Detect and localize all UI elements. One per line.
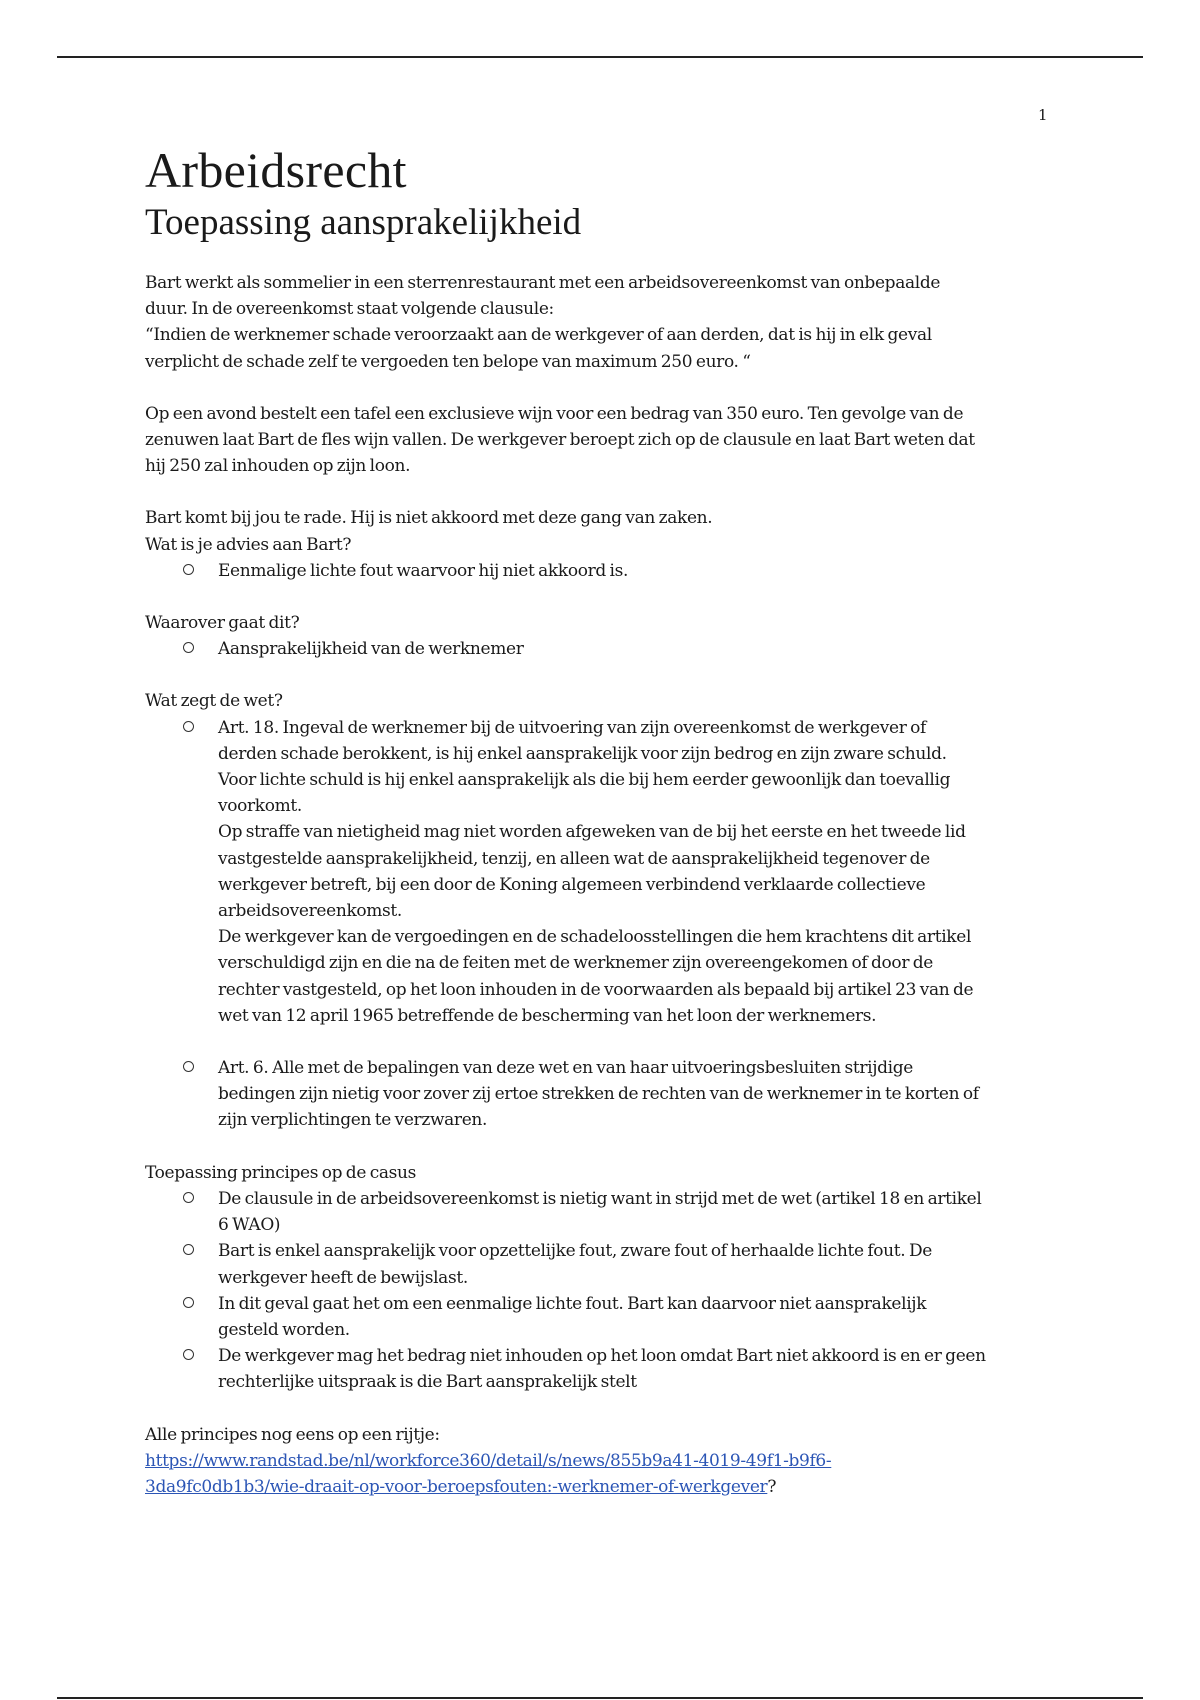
circle-bullet-icon xyxy=(183,1349,194,1360)
text-line: wet van 12 april 1965 betreffende de bescherming van het loon der werknemers. xyxy=(218,1005,877,1026)
about-list xyxy=(145,636,1065,662)
link-line xyxy=(145,1448,1065,1474)
circle-bullet-icon xyxy=(183,721,194,732)
application-list xyxy=(145,1186,1065,1396)
text-line: hij 250 zal inhouden op zijn loon. xyxy=(145,456,411,477)
header-rule xyxy=(57,56,1143,58)
circle-bullet-icon xyxy=(183,1244,194,1255)
text-line: De clausule in de arbeidsovereenkomst is nietig want in strijd met de wet (artikel 18 en artikel xyxy=(218,1188,982,1209)
text-line: 6 WAO) xyxy=(218,1215,281,1236)
law-article-18 xyxy=(145,715,1065,1029)
text-line: rechter vastgesteld, op het loon inhouden in de voorwaarden als bepaald bij artikel 23 van de xyxy=(218,979,974,1000)
text-line: Art. 18. Ingeval de werknemer bij de uitvoering van zijn overeenkomst de werkgever of xyxy=(218,717,926,738)
text-line: In dit geval gaat het om een eenmalige lichte fout. Bart kan daarvoor niet aansprakelijk xyxy=(218,1293,927,1314)
text-line: Bart komt bij jou te rade. Hij is niet akkoord met deze gang van zaken. xyxy=(145,508,713,529)
document-body xyxy=(145,140,1065,1500)
circle-bullet-icon xyxy=(183,642,194,653)
text-line: duur. In de overeenkomst staat volgende clausule: xyxy=(145,299,554,320)
text-line: werkgever heeft de bewijslast. xyxy=(218,1267,468,1288)
text-line: Bart is enkel aansprakelijk voor opzettelijke fout, zware fout of herhaalde lichte fout. De xyxy=(218,1241,932,1262)
text-line: werkgever betreft, bij een door de Koning algemeen verbindend verklaarde collectieve xyxy=(218,874,926,895)
about-question xyxy=(145,610,1065,636)
text-line: Art. 6. Alle met de bepalingen van deze wet en van haar uitvoeringsbesluiten strijdige xyxy=(218,1058,914,1079)
text-line: Toepassing principes op de casus xyxy=(145,1162,416,1183)
list-item xyxy=(145,558,1065,584)
text-line: verschuldigd zijn en die na de feiten met de werknemer zijn overeengekomen of door de xyxy=(218,953,933,974)
bullet-text: Aansprakelijkheid van de werknemer xyxy=(218,639,524,660)
list-item xyxy=(145,1186,1065,1238)
document-title: Arbeidsrecht xyxy=(145,142,407,198)
law-list xyxy=(145,715,1065,1134)
law-question xyxy=(145,688,1065,714)
document-subtitle: Toepassing aansprakelijkheid xyxy=(145,202,582,243)
text-line: Op een avond bestelt een tafel een exclusieve wijn voor een bedrag van 350 euro. Ten gevolge van de xyxy=(145,403,964,424)
text-line: arbeidsovereenkomst. xyxy=(218,901,402,922)
principles-block xyxy=(145,1422,1065,1501)
text-line: Wat zegt de wet? xyxy=(145,691,283,712)
text-line: verplicht de schade zelf te vergoeden ten belope van maximum 250 euro. “ xyxy=(145,351,751,372)
list-item xyxy=(145,1343,1065,1395)
list-item xyxy=(145,1238,1065,1290)
text-line: Waarover gaat dit? xyxy=(145,613,300,634)
text-line: vastgestelde aansprakelijkheid, tenzij, en alleen wat de aansprakelijkheid tegenover de xyxy=(218,848,930,869)
text-line: gesteld worden. xyxy=(218,1319,350,1340)
application-heading xyxy=(145,1160,1065,1186)
text-line: “Indien de werknemer schade veroorzaakt aan de werkgever of aan derden, dat is hij in elk geval xyxy=(145,325,932,346)
circle-bullet-icon xyxy=(183,1192,194,1203)
randstad-article-link[interactable]: https://www.randstad.be/nl/workforce360/detail/s/news/855b9a41-4019-49f1-b9f6- xyxy=(145,1450,832,1471)
text-line: derden schade berokkent, is hij enkel aansprakelijk voor zijn bedrog en zijn zware schuld. xyxy=(218,743,947,764)
circle-bullet-icon xyxy=(183,1297,194,1308)
text-line: bedingen zijn nietig voor zover zij ertoe strekken de rechten van de werknemer in te korten of xyxy=(218,1084,979,1105)
circle-bullet-icon xyxy=(183,1061,194,1072)
text-line: Op straffe van nietigheid mag niet worden afgeweken van de bij het eerste en het tweede lid xyxy=(218,822,966,843)
text-line: zenuwen laat Bart de fles wijn vallen. De werkgever beroept zich op de clausule en laat Bart weten dat xyxy=(145,430,975,451)
law-article-6 xyxy=(145,1055,1065,1134)
case-paragraph-1 xyxy=(145,270,1065,375)
text-line: Voor lichte schuld is hij enkel aansprakelijk als die bij hem eerder gewoonlijk dan toevallig xyxy=(218,770,951,791)
footer-rule xyxy=(57,1697,1143,1699)
text-line: rechterlijke uitspraak is die Bart aansprakelijk stelt xyxy=(218,1372,637,1393)
list-item xyxy=(145,1291,1065,1343)
text-line: De werkgever mag het bedrag niet inhouden op het loon omdat Bart niet akkoord is en er geen xyxy=(218,1346,986,1367)
text-line: De werkgever kan de vergoedingen en de schadeloosstellingen die hem krachtens dit artikel xyxy=(218,927,972,948)
advice-list xyxy=(145,558,1065,584)
case-paragraph-3 xyxy=(145,505,1065,557)
page-number: 1 xyxy=(1038,106,1048,124)
case-paragraph-2 xyxy=(145,401,1065,480)
text-line: zijn verplichtingen te verzwaren. xyxy=(218,1110,488,1131)
list-item xyxy=(145,636,1065,662)
randstad-article-link-continued[interactable]: 3da9fc0db1b3/wie-draait-op-voor-beroepsfouten:-werknemer-of-werkgever xyxy=(145,1476,768,1497)
link-line xyxy=(145,1474,1065,1500)
text-line: Bart werkt als sommelier in een sterrenrestaurant met een arbeidsovereenkomst van onbepaalde xyxy=(145,273,941,293)
circle-bullet-icon xyxy=(183,564,194,575)
advice-question: Wat is je advies aan Bart? xyxy=(145,534,352,555)
principles-intro: Alle principes nog eens op een rijtje: xyxy=(145,1424,440,1445)
bullet-text: Eenmalige lichte fout waarvoor hij niet akkoord is. xyxy=(218,560,629,581)
text-line: voorkomt. xyxy=(218,796,302,817)
link-suffix: ? xyxy=(767,1476,777,1497)
